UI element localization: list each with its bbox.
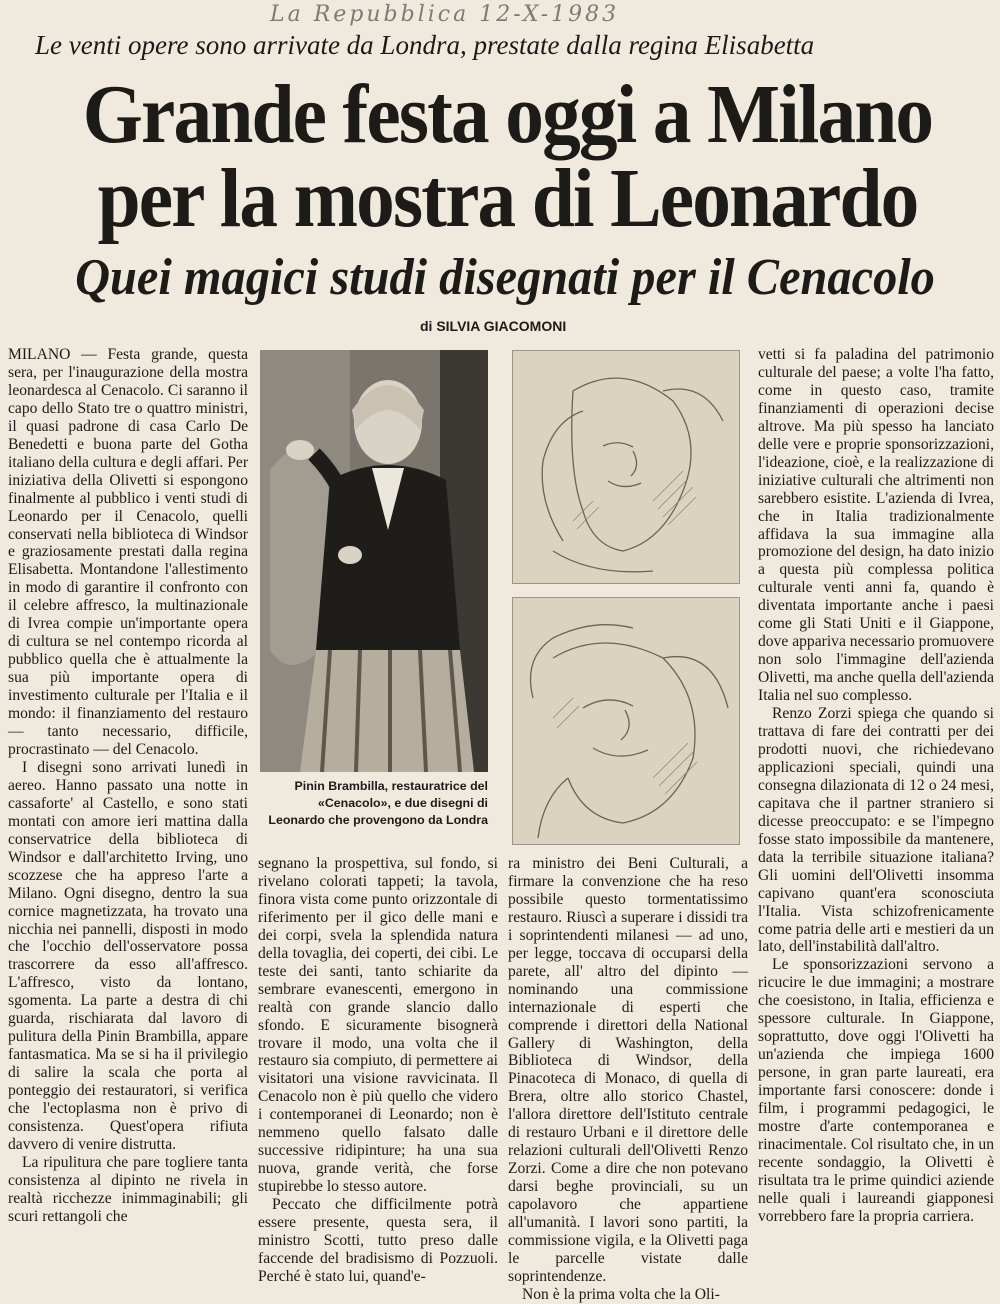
- leonardo-drawing-head-2: [512, 597, 740, 845]
- paragraph: I disegni sono arrivati lunedì in aereo. Hanno passato una notte in cassaforte' al Castello, e sono stati montati con amore ieri mattina dalla conservatrice della biblioteca di Windsor e dall'architetto Irving, uno scozzese che ha appreso l'arte a Milano. Ogni disegno, dentro la sua cornice magnetizzata, ha trovato una nicchia nei pannelli, disposti in modo che l'occhio dell'osservatore possa trascorrere da esso all'affresco. L'affresco, visto da lontano, sgomenta. La parte a destra di chi guarda, rischiarata dal lavoro di pulitura della Pinin Brambilla, appare fantasmatica. Ma se si ha il privilegio di salire la scala che porta al ponteggio dei restauratori, si verifica che l'ectoplasma non è privo di consistenza. Quest'opera rifiuta davvero di venire distrutta.: [8, 758, 248, 1153]
- photo-caption: Pinin Brambilla, restauratrice del «Cenacolo», e due disegni di Leonardo che provengono da Londra: [268, 779, 488, 827]
- article-column-2: [258, 855, 498, 1286]
- handwritten-date-note: La Repubblica 12-X-1983: [270, 2, 620, 27]
- leonardo-drawing-head-1: [512, 350, 740, 584]
- paragraph: Non è la prima volta che la Oli-: [522, 1285, 720, 1303]
- paragraph: ra ministro dei Beni Culturali, a firmare la convenzione che ha reso possibile questo tormentatissimo restauro. Riuscì a superare i dissidi tra i soprintendenti milanesi — ad uno, per legge, toccava di occuparsi della parete, all' altro del dipinto — nominando una commissione internazionale di esperti che comprende i direttori della National Gallery di Washington, della Biblioteca di Windsor, della Pinacoteca di Monaco, di quella di Brera, oltre allo storico Chastel, l'allora direttore dell'Istituto centrale di restauro Urbani e il direttore delle relazioni culturali dell'Olivetti Renzo Zorzi. Come a dire che non potevano darsi beghe provinciali, su un capolavoro che appartiene all'umanità. I lavori sono partiti, la commissione vigila, e la Olivetti paga le parcelle vistate dalle soprintendenze.: [508, 855, 748, 1285]
- restorer-photo: [260, 350, 488, 772]
- paragraph: vetti si fa paladina del patrimonio culturale del paese; a volte l'ha fatto, come in questo caso, tramite finanziamenti di operazioni decise altrove. Ma più spesso ha lanciato delle vere e proprie sponsorizzazioni, l'ideazione, cioè, e la realizzazione di iniziative culturali che altrimenti non sarebbero esistite. L'azienda di Ivrea, che in Italia tradizionalmente affidava la sua immagine alla promozione del design, ha dato inizio a questa più complessa politica culturale venti anni fa, quando è diventata importante anche i paesi come gli Stati Uniti e il Giappone, dove appariva necessario promuovere non solo l'immagine dell'azienda Olivetti, ma anche quella dell'azienda Italia nel suo complesso.: [758, 346, 994, 705]
- paragraph: MILANO — Festa grande, questa sera, per l'inaugurazione della mostra leonardesca al Cenacolo. Ci saranno il capo dello Stato tre o quattro ministri, il quasi padrone di casa Carlo De Benedetti e buona parte del Gotha italiano della cultura e degli affari. Per iniziativa della Olivetti si espongono finalmente al pubblico i venti studi di Leonardo per il Cenacolo, quelli conservati nella biblioteca di Windsor e graziosamente prestati dalla regina Elisabetta. Montandone l'allestimento in modo di garantire il confronto con il celebre affresco, la multinazionale di Ivrea compie un'importante opera di cultura se nel contempo ricorda al pubblico quella che è attualmente la sua più importante opera di investimento culturale per l'Italia e il mondo: il finanziamento del restauro — tanto necessario, difficile, procrastinato — del Cenacolo.: [8, 346, 249, 758]
- paragraph: La ripulitura che pare togliere tanta consistenza al dipinto ne rivela in realtà ricchezze inimmaginabili; gli scuri rettangoli che: [8, 1153, 248, 1225]
- paragraph: segnano la prospettiva, sul fondo, si rivelano colorati tappeti; la tavola, finora vista come punto orizzontale di riferimento per il gico delle mani e dei corpi, svela la splendida natura della tovaglia, dei coperti, dei cibi. Le teste dei santi, tanto schiarite da sembrare evanescenti, emergono in realtà con grande slancio dallo sfondo. E sicuramente bisognerà trovare il modo, una volta che il restauro sia compiuto, di permettere ai visitatori una visione ravvicinata. Il Cenacolo non è più quello che videro i contemporanei di Leonardo; non è nemmeno quello falsato dalle successive ridipinture; ha una sua nuova, grande verità, che forse stupirebbe lo stesso autore.: [258, 855, 498, 1196]
- paragraph: Peccato che difficilmente potrà essere presente, questa sera, il ministro Scotti, tutto preso dalle faccende del bradisismo di Pozzuoli. Perché è stato lui, quand'e-: [258, 1196, 498, 1285]
- headline-line-2: per la mostra di Leonardo: [97, 152, 918, 245]
- article-column-1: [8, 346, 248, 1226]
- article-kicker: Le venti opere sono arrivate da Londra, prestate dalla regina Elisabetta: [35, 30, 815, 60]
- paragraph: Renzo Zorzi spiega che quando si trattava di fare dei contratti per dei prodotti nuovi, che richiedevano applicazioni speciali, quindi una consegna dilazionata di 12 o 24 mesi, capitava che il partner straniero si dicesse preoccupato: e se l'impegno fosse stato impossibile da mantenere, data la terribile situazione italiana? Gli uomini dell'Olivetti insomma capivano quant'era sconosciuta l'Italia. Vista schizofrenicamente come patria delle arti e mestieri da un lato, dell'instabilità dall'altro.: [758, 705, 994, 956]
- headline-line-1: Grande festa oggi a Milano: [82, 68, 933, 161]
- paragraph: Le sponsorizzazioni servono a ricucire le due immagini; a mostrare che coesistono, in Italia, efficienza e spessore culturale. In Giappone, soprattutto, dove oggi l'Olivetti ha un'azienda che impiega 1600 persone, in gran parte laureati, era importante farsi conoscere: donde i film, i programmi pedagogici, le mostre d'arte contemporanea e rinacimentale. Col risultato che, in un recente sondaggio, la Olivetti è risultata tra le prime quindici aziende nelle quali i laureandi giapponesi vorrebbero fare la propria carriera.: [758, 956, 994, 1225]
- byline: di SILVIA GIACOMONI: [420, 318, 567, 334]
- article-column-3: [508, 855, 748, 1304]
- article-subtitle: Quei magici studi disegnati per il Cenacolo: [75, 249, 935, 306]
- article-column-4: [758, 346, 994, 1226]
